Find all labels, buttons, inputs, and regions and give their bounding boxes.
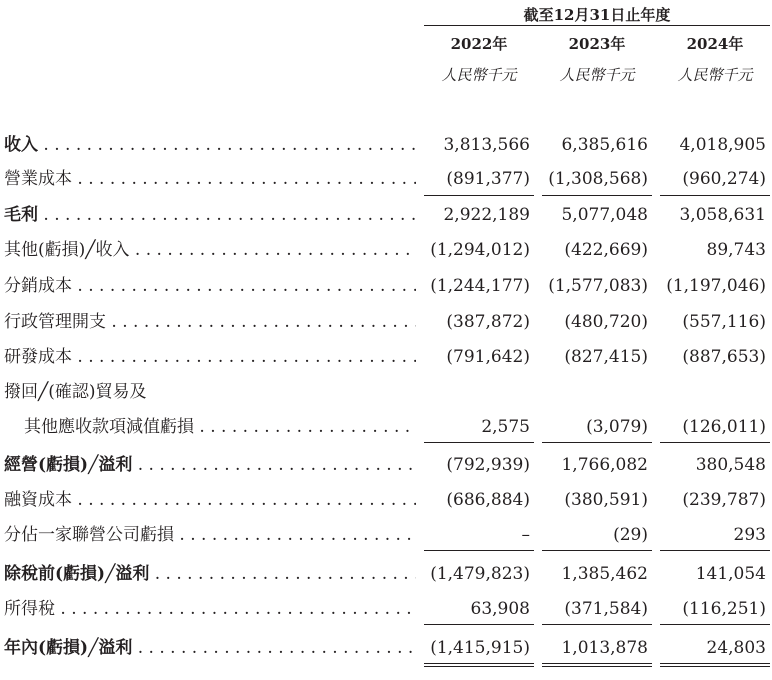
value-2023: 5,077,048 — [561, 205, 648, 225]
row-label: 行政管理開支 . . . — [4, 309, 416, 335]
row-label: 融資成本 . . . — [4, 487, 416, 513]
row-label: 其他應收款項減值虧損 . . . — [24, 414, 416, 440]
value-2024: (960,274) — [682, 169, 766, 189]
year-header-2022: 2022年 — [450, 35, 508, 53]
row-label: 毛利 . . . — [4, 202, 416, 228]
period-title-rule — [424, 25, 770, 26]
unit-label-2023: 人民幣千元 — [559, 66, 635, 84]
total-double-rule — [542, 663, 652, 664]
year-header-2023: 2023年 — [568, 35, 626, 53]
value-2022: (1,244,177) — [430, 276, 530, 296]
row-distribution-costs — [0, 273, 772, 299]
subtotal-rule — [424, 624, 534, 625]
subtotal-rule — [542, 195, 652, 196]
subtotal-rule — [542, 624, 652, 625]
subtotal-rule — [542, 442, 652, 443]
value-2024: 4,018,905 — [679, 135, 766, 155]
value-2022: 3,813,566 — [443, 135, 530, 155]
row-label: 經營(虧損)╱溢利 . . . — [4, 452, 416, 478]
value-2023: (380,591) — [564, 490, 648, 510]
row-cost-of-sales — [0, 166, 772, 192]
unit-label-2024: 人民幣千元 — [677, 66, 753, 84]
row-label: 其他(虧損)╱收入 . . . — [4, 237, 416, 263]
row-label: 研發成本 . . . — [4, 344, 416, 370]
row-label: 分銷成本 . . . — [4, 273, 416, 299]
value-2022: 2,575 — [481, 417, 530, 437]
value-2024: 3,058,631 — [679, 205, 766, 225]
value-2023: 1,385,462 — [561, 564, 648, 584]
subtotal-rule — [424, 550, 534, 551]
row-rd-costs — [0, 344, 772, 370]
subtotal-rule — [542, 550, 652, 551]
subtotal-rule — [660, 624, 770, 625]
row-label: 年內(虧損)╱溢利 . . . — [4, 635, 416, 661]
row-revenue — [0, 132, 772, 158]
value-2023: 1,013,878 — [561, 638, 648, 658]
total-double-rule — [660, 663, 770, 664]
value-2022: (791,642) — [446, 347, 530, 367]
value-2023: (1,308,568) — [548, 169, 648, 189]
value-2022: – — [521, 525, 530, 545]
value-2023: (422,669) — [564, 240, 648, 260]
value-2022: (792,939) — [446, 455, 530, 475]
total-double-rule — [424, 663, 534, 664]
value-2024: 89,743 — [706, 240, 766, 260]
value-2023: (3,079) — [586, 417, 648, 437]
value-2024: (1,197,046) — [666, 276, 766, 296]
value-2023: 6,385,616 — [561, 135, 648, 155]
unit-label-2022: 人民幣千元 — [441, 66, 517, 84]
row-share-of-associate — [0, 522, 772, 548]
value-2023: (1,577,083) — [548, 276, 648, 296]
value-2022: 63,908 — [470, 599, 530, 619]
row-label: 營業成本 . . . — [4, 166, 416, 192]
value-2022: (1,294,012) — [430, 240, 530, 260]
value-2023: (480,720) — [564, 312, 648, 332]
value-2022: (891,377) — [446, 169, 530, 189]
value-2022: (686,884) — [446, 490, 530, 510]
subtotal-rule — [660, 550, 770, 551]
row-label: 收入 . . . — [4, 132, 416, 158]
row-profit-for-year — [0, 635, 772, 661]
subtotal-rule — [424, 195, 534, 196]
year-header-2024: 2024年 — [686, 35, 744, 53]
row-gross-profit — [0, 202, 772, 228]
value-2023: 1,766,082 — [561, 455, 648, 475]
value-2022: (387,872) — [446, 312, 530, 332]
value-2022: (1,415,915) — [430, 638, 530, 658]
row-finance-costs — [0, 487, 772, 513]
row-income-tax — [0, 596, 772, 622]
value-2023: (29) — [613, 525, 648, 545]
value-2024: (116,251) — [682, 599, 766, 619]
value-2024: 24,803 — [706, 638, 766, 658]
value-2023: (827,415) — [564, 347, 648, 367]
row-impairment-heading — [0, 379, 772, 405]
value-2024: 141,054 — [695, 564, 766, 584]
total-double-rule — [660, 666, 770, 667]
row-label: 除稅前(虧損)╱溢利 . . . — [4, 561, 416, 587]
total-double-rule — [424, 666, 534, 667]
value-2024: 380,548 — [695, 455, 766, 475]
row-impairment-losses — [0, 414, 772, 440]
value-2024: 293 — [733, 525, 766, 545]
value-2024: (557,116) — [682, 312, 766, 332]
row-admin-expenses — [0, 309, 772, 335]
row-label: 分佔一家聯營公司虧損 . . . — [4, 522, 416, 548]
row-label: 撥回╱(確認)貿易及 — [4, 382, 147, 402]
total-double-rule — [542, 666, 652, 667]
row-operating-result — [0, 452, 772, 478]
value-2024: (887,653) — [682, 347, 766, 367]
value-2022: 2,922,189 — [443, 205, 530, 225]
subtotal-rule — [660, 195, 770, 196]
subtotal-rule — [660, 442, 770, 443]
value-2024: (126,011) — [682, 417, 766, 437]
subtotal-rule — [424, 442, 534, 443]
row-other-income — [0, 237, 772, 263]
row-label: 所得稅 . . . — [4, 596, 416, 622]
period-title: 截至12月31日止年度 — [523, 6, 671, 24]
value-2022: (1,479,823) — [430, 564, 530, 584]
row-profit-before-tax — [0, 561, 772, 587]
value-2023: (371,584) — [564, 599, 648, 619]
value-2024: (239,787) — [682, 490, 766, 510]
